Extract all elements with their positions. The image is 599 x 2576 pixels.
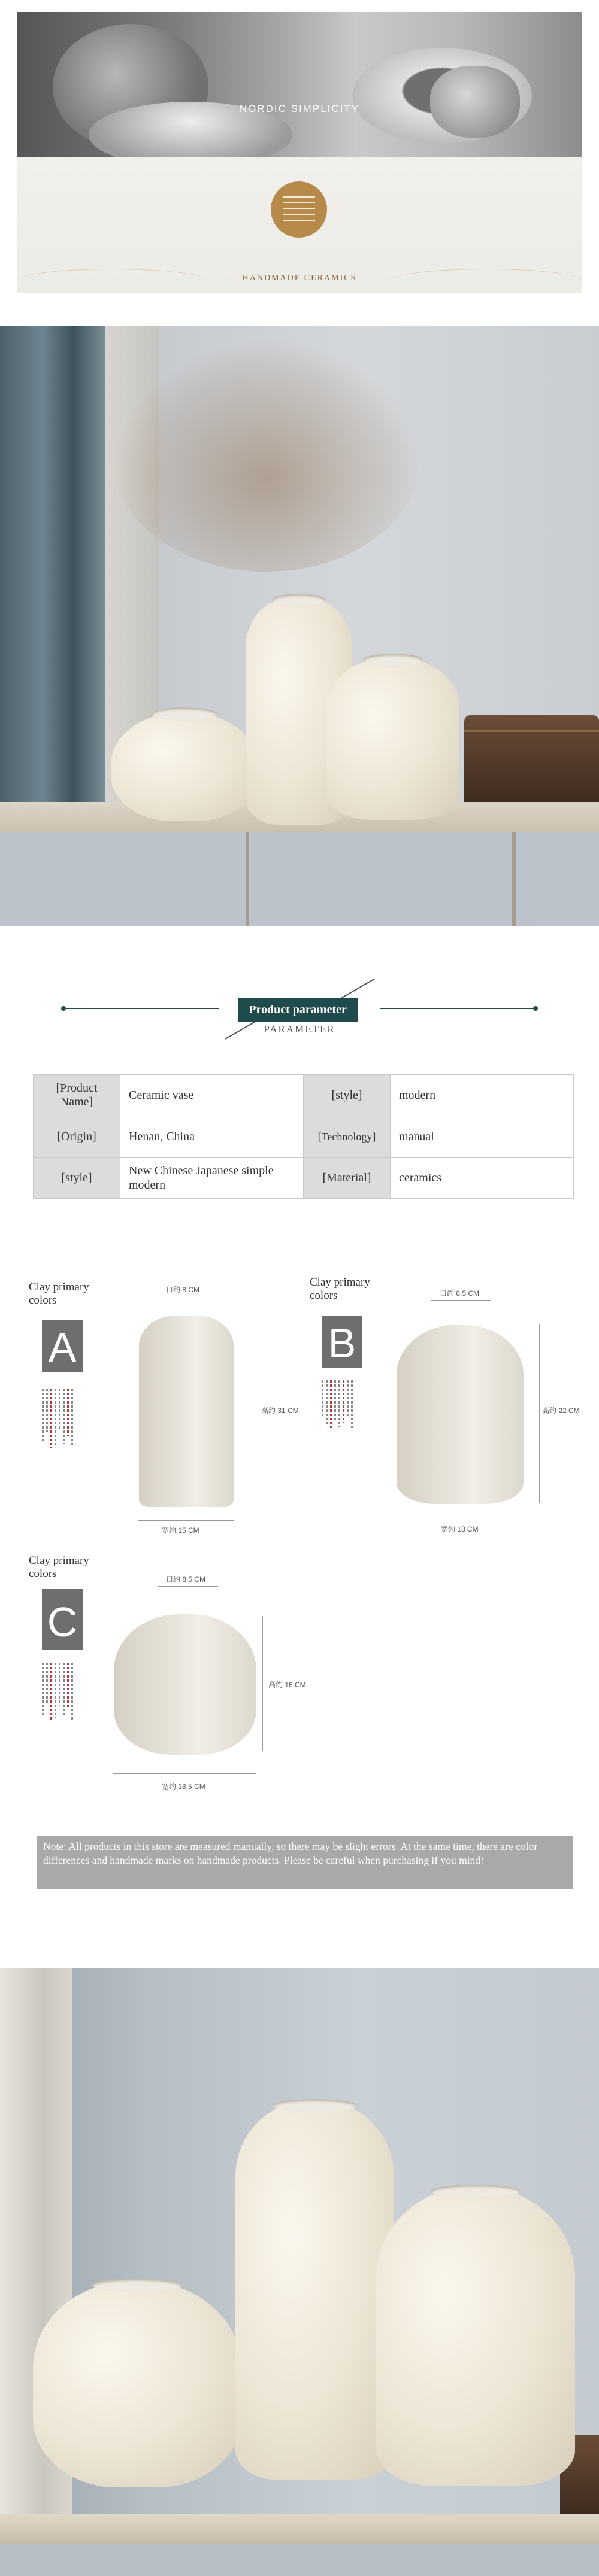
logo-seal-icon <box>271 181 327 238</box>
width-size: 宽约 15 CM <box>162 1526 199 1535</box>
vertical-text-decor <box>322 1380 362 1428</box>
vase-medium <box>376 2187 575 2486</box>
vase-tall <box>235 2101 394 2480</box>
mouth-size: 口约 8.5 CM <box>440 1289 480 1298</box>
wooden-box <box>464 715 599 804</box>
letter-badge: B <box>322 1316 362 1368</box>
param-key: [ Product Name ] <box>53 1082 101 1109</box>
param-key: [ Technology ] <box>318 1131 376 1143</box>
param-value: modern <box>391 1075 574 1116</box>
hero-tagline: NORDIC SIMPLICITY <box>239 103 360 114</box>
measurement-note: Note: All products in this store are measured manually, so there may be slight errors. At the same time, there are color differences and handmade marks on handmade products. Please be careful when purchasing if you mind! <box>37 1836 573 1889</box>
dried-flowers <box>111 338 422 572</box>
letter-badge: A <box>42 1320 83 1372</box>
hero-banner <box>17 12 582 293</box>
parameter-title: Product parameter <box>238 998 358 1022</box>
param-value: ceramics <box>391 1158 574 1199</box>
mouth-size: 口约 8.5 CM <box>166 1575 206 1584</box>
vase-a <box>139 1316 234 1507</box>
mouth-size: 口约 8 CM <box>166 1286 200 1294</box>
param-key: [ Origin ] <box>57 1130 96 1144</box>
table-row <box>34 1158 574 1199</box>
parameter-table <box>33 1074 574 1199</box>
param-value: New Chinese Japanese simple modern <box>120 1158 304 1199</box>
parameter-subtitle: PARAMETER <box>264 1023 335 1035</box>
param-key: [ style ] <box>331 1089 362 1102</box>
vertical-text-decor <box>42 1389 83 1448</box>
param-key: [ Material ] <box>322 1171 371 1185</box>
param-value: Ceramic vase <box>120 1075 304 1116</box>
vase-medium <box>326 658 459 820</box>
table-row <box>34 1116 574 1158</box>
height-size: 高约 16 CM <box>268 1681 306 1689</box>
param-value: manual <box>391 1116 574 1158</box>
vertical-text-decor <box>42 1663 83 1721</box>
param-value: Henan, China <box>120 1116 304 1158</box>
width-size: 宽约 18.5 CM <box>162 1782 205 1791</box>
height-size: 高约 31 CM <box>261 1407 299 1415</box>
clay-label: Clay primary colors <box>29 1281 89 1307</box>
hero-subtitle: HANDMADE CERAMICS <box>242 274 357 282</box>
param-key: [ style ] <box>61 1171 92 1185</box>
parameter-heading <box>0 982 599 1041</box>
vase-c <box>114 1614 256 1755</box>
vase-round <box>33 2281 241 2487</box>
pottery-photo <box>17 12 582 157</box>
clay-label: Clay primary colors <box>310 1276 370 1302</box>
vase-scene-photo <box>0 326 599 926</box>
vase-scene-photo-2 <box>0 1968 599 2576</box>
width-size: 宽约 18 CM <box>441 1525 479 1533</box>
clay-label: Clay primary colors <box>29 1554 89 1580</box>
table-row <box>34 1075 574 1116</box>
vase-round <box>111 712 258 821</box>
height-size: 高约 22 CM <box>542 1407 580 1415</box>
vase-b <box>397 1325 524 1504</box>
letter-badge: C <box>42 1589 83 1650</box>
